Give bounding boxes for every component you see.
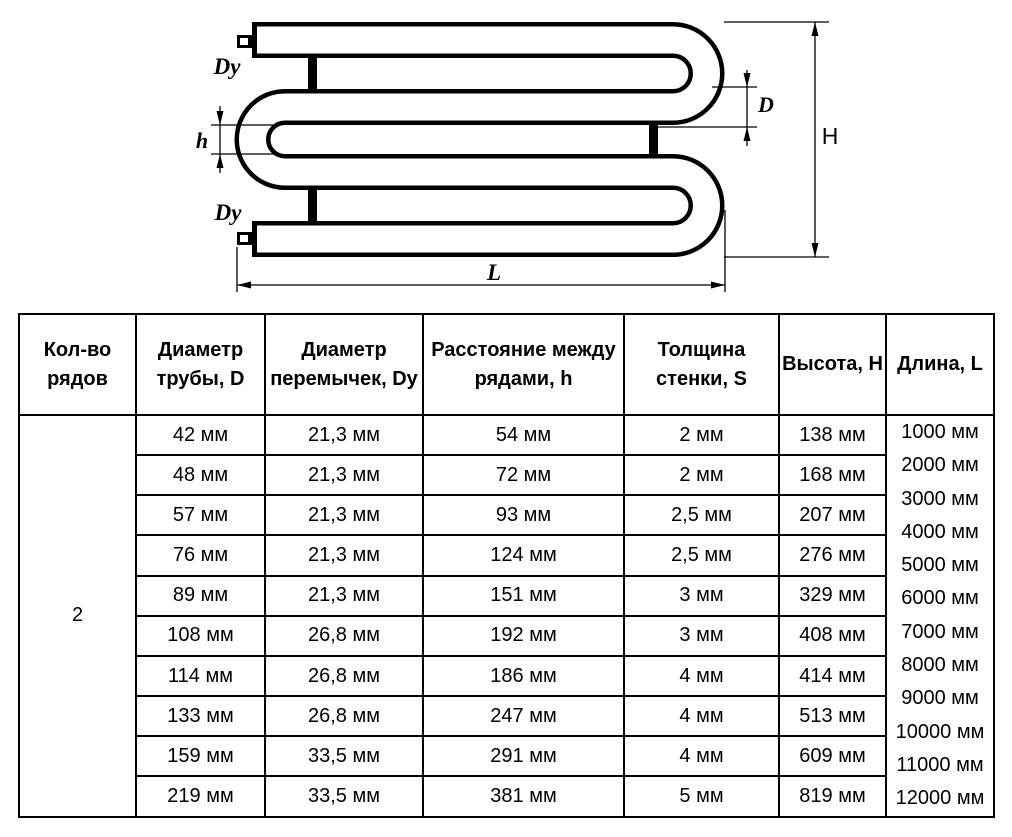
- d-label: D: [758, 92, 774, 117]
- length-option: 8000 мм: [901, 654, 979, 677]
- length-option: 12000 мм: [895, 787, 985, 810]
- outlet-stub: [237, 232, 253, 245]
- d-arrow-up: [744, 127, 751, 141]
- rows-count-value: 2: [19, 415, 136, 817]
- cell-height: 414 мм: [779, 656, 886, 696]
- cell-h: 72 мм: [423, 455, 624, 495]
- length-option: 4000 мм: [901, 520, 979, 543]
- cell-height: 819 мм: [779, 776, 886, 816]
- length-options-cell: [886, 415, 994, 817]
- table-row: [19, 776, 994, 816]
- cell-s: 4 мм: [624, 696, 779, 736]
- length-option: 7000 мм: [901, 620, 979, 643]
- cell-h: 381 мм: [423, 776, 624, 816]
- cell-h: 186 мм: [423, 656, 624, 696]
- header-length: Длина, L: [886, 314, 994, 415]
- cell-h: 192 мм: [423, 616, 624, 656]
- cell-dy: 26,8 мм: [265, 656, 423, 696]
- header-height: Высота, H: [779, 314, 886, 415]
- cell-height: 168 мм: [779, 455, 886, 495]
- cell-dy: 21,3 мм: [265, 495, 423, 535]
- cell-s: 4 мм: [624, 736, 779, 776]
- length-option: 3000 мм: [901, 487, 979, 510]
- cell-d: 76 мм: [136, 535, 265, 575]
- cell-d: 108 мм: [136, 616, 265, 656]
- height-arrow-up: [812, 22, 819, 36]
- length-arrow-left: [237, 282, 251, 289]
- height-label: H: [821, 123, 839, 149]
- cell-d: 42 мм: [136, 415, 265, 455]
- dy-top-label: Dy: [213, 54, 241, 79]
- cell-s: 2,5 мм: [624, 495, 779, 535]
- cell-dy: 26,8 мм: [265, 616, 423, 656]
- header-jumper-diameter: Диаметр перемычек, Dy: [265, 314, 423, 415]
- h-arrow-up: [217, 154, 224, 168]
- cell-height: 138 мм: [779, 415, 886, 455]
- length-option: 1000 мм: [901, 421, 979, 443]
- cell-height: 329 мм: [779, 576, 886, 616]
- cell-s: 5 мм: [624, 776, 779, 816]
- cell-dy: 21,3 мм: [265, 455, 423, 495]
- cell-d: 89 мм: [136, 576, 265, 616]
- cell-d: 48 мм: [136, 455, 265, 495]
- jumper-bottom: [308, 190, 317, 221]
- spec-table: [18, 313, 995, 818]
- header-row-spacing: Расстояние между рядами, h: [423, 314, 624, 415]
- height-arrow-down: [812, 243, 819, 257]
- header-wall-thickness: Толщина стенки, S: [624, 314, 779, 415]
- jumper-top: [308, 58, 317, 89]
- cell-h: 54 мм: [423, 415, 624, 455]
- pipe-serpentine-outline: [252, 40, 707, 239]
- cell-dy: 33,5 мм: [265, 776, 423, 816]
- jumper-middle: [649, 125, 658, 154]
- table-row: [19, 535, 994, 575]
- cell-h: 151 мм: [423, 576, 624, 616]
- length-option: 2000 мм: [901, 454, 979, 477]
- table-row: [19, 576, 994, 616]
- table-row: [19, 616, 994, 656]
- cell-d: 219 мм: [136, 776, 265, 816]
- cell-height: 276 мм: [779, 535, 886, 575]
- cell-s: 2 мм: [624, 415, 779, 455]
- cell-d: 114 мм: [136, 656, 265, 696]
- cell-dy: 26,8 мм: [265, 696, 423, 736]
- table-row: [19, 656, 994, 696]
- length-arrow-right: [711, 282, 725, 289]
- length-option: 5000 мм: [901, 554, 979, 577]
- cell-d: 133 мм: [136, 696, 265, 736]
- cell-height: 408 мм: [779, 616, 886, 656]
- inlet-stub: [237, 35, 253, 48]
- serpentine-register-drawing: [0, 0, 1012, 310]
- h-label: h: [195, 128, 209, 153]
- cell-s: 2,5 мм: [624, 535, 779, 575]
- pipe-serpentine-bore: [253, 40, 707, 239]
- length-label: L: [486, 260, 502, 285]
- cell-h: 291 мм: [423, 736, 624, 776]
- cell-dy: 21,3 мм: [265, 415, 423, 455]
- d-arrow-down: [744, 73, 751, 87]
- cell-dy: 21,3 мм: [265, 576, 423, 616]
- table-row: [19, 415, 994, 455]
- header-rows-count: Кол-во рядов: [19, 314, 136, 415]
- table-row: [19, 455, 994, 495]
- cell-d: 159 мм: [136, 736, 265, 776]
- dimension-height: [724, 22, 829, 257]
- cell-h: 247 мм: [423, 696, 624, 736]
- cell-dy: 33,5 мм: [265, 736, 423, 776]
- dy-bottom-label: Dy: [214, 200, 242, 225]
- length-option: 9000 мм: [901, 687, 979, 710]
- cell-s: 3 мм: [624, 616, 779, 656]
- length-option: 11000 мм: [896, 753, 984, 776]
- table-row: [19, 495, 994, 535]
- table-row: [19, 696, 994, 736]
- h-arrow-down: [217, 111, 224, 125]
- cell-d: 57 мм: [136, 495, 265, 535]
- header-row: [19, 314, 994, 415]
- cell-height: 207 мм: [779, 495, 886, 535]
- cell-height: 513 мм: [779, 696, 886, 736]
- length-option: 6000 мм: [901, 587, 979, 610]
- header-pipe-diameter: Диаметр трубы, D: [136, 314, 265, 415]
- cell-s: 3 мм: [624, 576, 779, 616]
- cell-s: 4 мм: [624, 656, 779, 696]
- cell-height: 609 мм: [779, 736, 886, 776]
- table-row: [19, 736, 994, 776]
- length-option: 10000 мм: [895, 720, 985, 743]
- cell-dy: 21,3 мм: [265, 535, 423, 575]
- cell-h: 93 мм: [423, 495, 624, 535]
- cell-h: 124 мм: [423, 535, 624, 575]
- cell-s: 2 мм: [624, 455, 779, 495]
